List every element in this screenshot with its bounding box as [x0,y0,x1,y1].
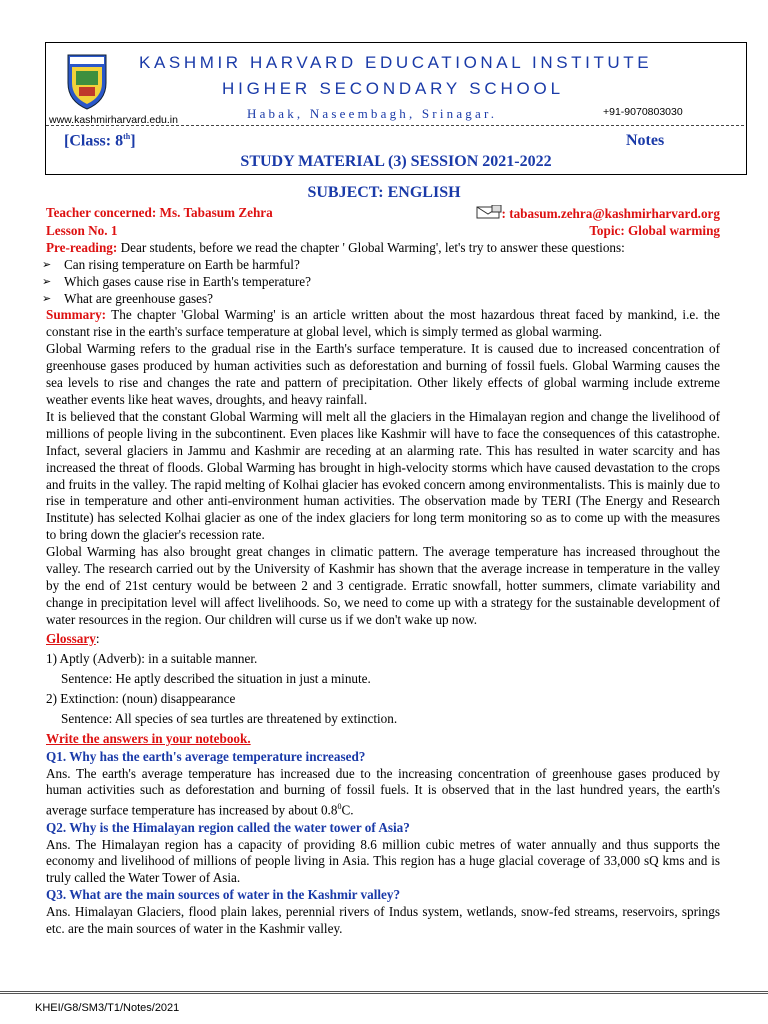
summary [46,307,720,341]
glossary-term: 2) Extinction: (noun) disappearance [46,690,236,706]
list-item: ➢ Can rising temperature on Earth be harmful? [46,257,720,274]
study-material-title: STUDY MATERIAL (3) SESSION 2021-2022 [240,153,552,170]
paragraph: It is believed that the constant Global Warming will melt all the glaciers in the Himalayan region and change the livelihood of millions of people living in the subcontinent. Even places like Kashmir will have to face the consequences of this catastrophe. Infact, several glaciers in Jammu and Kashmir are receding at an alarming rate. This has resulted in water scarcity and has increased the threat of floods. Global Warming has brought in high-velocity storms which have caused devastation to the crops and fruits in the valley. The rapid melting of Kolhai glacier has evoked concern among environmentalists. This is mainly due to rise in temperature and other anti-environment human activities. The observation made by TERI (The Energy and Research Institute) has selected Kolhai glacier as one of the index glaciers for long term monitoring so as to come up with the measures to bring down the glacier's recession rate. [46,408,720,543]
question: Q3. What are the main sources of water in the Kashmir valley? [46,887,401,903]
glossary-term: 1) Aptly (Adverb): in a suitable manner. [46,650,258,666]
list-item: ➢ What are greenhouse gases? [46,291,720,308]
divider [46,125,744,126]
glossary-label: Glossary [46,630,96,646]
summary-text: The chapter 'Global Warming' is an article written about the most hazardous threat faced by mankind, i.e. the constant rise in the earth's surface temperature at global level, which is simply termed as global warming. [46,307,720,340]
prereading [46,240,720,257]
summary-label: Summary: [46,307,107,323]
phone-number: +91-9070803030 [603,106,683,118]
email-envelope-icon [476,205,502,219]
footer-divider [0,991,768,994]
lesson-row [46,223,720,240]
prereading-label: Pre-reading: [46,239,118,255]
class-text: [Class: 8 [64,132,124,150]
subject-heading: SUBJECT: ENGLISH [307,184,461,201]
email-address[interactable]: : tabasum.zehra@kashmirharvard.org [501,206,720,221]
topic: Topic: Global warming [589,222,720,238]
glossary-sentence: Sentence: All species of sea turtles are threatened by extinction. [61,710,398,726]
answer [46,766,720,820]
class-bracket: ] [130,132,136,150]
website-link[interactable]: www.kashmirharvard.edu.in [49,114,178,126]
school-name: KASHMIR HARVARD EDUCATIONAL INSTITUTE [139,53,653,72]
answer: Ans. Himalayan Glaciers, flood plain lakes, perennial rivers of Indus system, wetlands, snow-fed streams, reservoirs, springs etc. are the main sources of water in the Kashmir valley. [46,904,720,937]
school-crest-logo [64,49,110,111]
class-sup: th [123,132,131,141]
question: Q2. Why is the Himalayan region called the water tower of Asia? [46,819,410,835]
list-item: ➢ Which gases cause rise in Earth's temperature? [46,274,720,291]
paragraph: Global Warming refers to the gradual rise in the Earth's surface temperature. It is caused due to increased concentration of greenhouse gases produced by human activities such as deforestation and burning of fossil fuels. Global Warming causes the sea levels to rise and changes the rate and pattern of precipitation. Other likely effects of global warming include extreme weather events like heat waves, droughts, and heavy rainfall. [46,341,720,407]
email-block [476,205,721,223]
notes-label: Notes [626,132,665,149]
lesson-number: Lesson No. 1 [46,222,118,238]
teacher-name: Teacher concerned: Ms. Tabasum Zehra [46,205,273,220]
question: Q1. Why has the earth's average temperature increased? [46,748,366,764]
write-answers-instruction: Write the answers in your notebook. [46,730,251,746]
answer-end: C. [341,802,354,818]
document-body [46,205,720,938]
degree-sup: 0 [337,802,342,812]
glossary-sentence: Sentence: He aptly described the situation in just a minute. [61,670,371,686]
prereading-text: Dear students, before we read the chapter ' Global Warming', let's try to answer these questions: [117,239,625,255]
school-subtitle: HIGHER SECONDARY SCHOOL [222,79,564,98]
answer: Ans. The Himalayan region has a capacity of providing 8.6 million cubic metres of water annually and thus supports the economy and livelihood of millions of people living in Asia. This region has a huge glacial coverage of 33,000 sQ kms and is truly called the Water Tower of Asia. [46,836,720,886]
footer-code: KHEI/G8/SM3/T1/Notes/2021 [35,1002,180,1014]
answer-text: Ans. The earth's average temperature has increased due to the increasing concentration of greenhouse gases produced by human activities such as deforestation and burning of fossil fuels. It is observed that in the last hundred years, the earth's average surface temperature has increased by about 0.8 [46,765,720,818]
school-address: Habak, Naseembagh, Srinagar. [247,106,498,121]
teacher-row [46,205,720,223]
prereading-questions [46,257,720,308]
class-label [64,132,136,150]
paragraph: Global Warming has also brought great changes in climatic pattern. The average temperature has increased throughout the valley. The research carried out by the University of Kashmir has shown that the average increase in temperature in the valley by the end of 21st century would be between 2 and 3 centigrade. Erratic snowfall, hotter summers, climate variability and change in precipitation level will affect livelihoods. So, we need to come up with a strategy for the sustainable development of water resources in the region. Our children will curse us if we don't wake up now. [46,544,720,627]
letterhead [45,42,747,175]
glossary-heading: Glossary: [46,630,100,646]
